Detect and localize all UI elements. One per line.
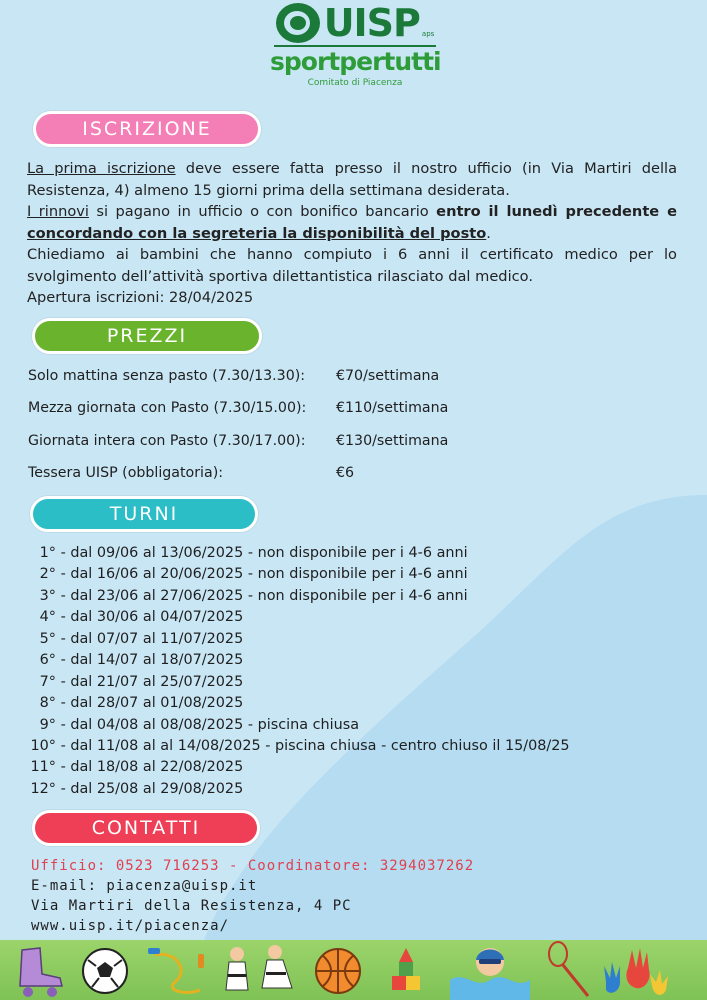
roller-skate-icon [20,948,62,997]
section-iscrizione-heading: ISCRIZIONE [33,111,261,147]
logo-committee: Comitato di Piacenza [307,78,403,88]
karate-kids-icon [226,945,292,990]
contact-email-line: E-mail: piacenza@uisp.it [31,878,258,894]
section-contatti-heading: CONTATTI [32,810,260,846]
list-item [28,564,668,585]
turno-number: 9° [39,716,56,733]
turno-text: - dal 18/08 al 22/08/2025 [56,759,244,776]
apertura-iscrizioni: Apertura iscrizioni: 28/04/2025 [27,289,254,306]
iscrizione-p2-text: si pagano in ufficio o con bonifico bancario [88,203,437,220]
contact-info [31,856,591,936]
turno-number: 5° [39,630,56,647]
list-item [28,693,668,714]
contact-website-line: www.uisp.it/piacenza/ [31,918,230,934]
turno-text: - dal 30/06 al 04/07/2025 [56,609,244,626]
list-item [28,779,668,800]
price-row [28,463,628,495]
turno-number: 7° [39,673,56,690]
list-item [28,607,668,628]
iscrizione-p2-end: . [486,224,491,242]
logo-aps: aps [421,30,435,38]
uisp-logo-mark [276,3,320,43]
turno-number: 6° [39,652,56,669]
price-label: Giornata intera con Pasto (7.30/17.00): [28,432,306,449]
price-value: €6 [336,464,355,481]
swimmer-icon [450,948,530,1000]
rinnovi-link: I rinnovi [27,203,89,220]
painted-hands-icon [604,948,668,995]
logo-brand: UISP [323,1,420,45]
iscrizione-paragraph-1 [27,158,677,201]
contact-phone-line: Ufficio: 0523 716253 - Coordinatore: 3294037262 [31,858,475,874]
section-turni-heading: TURNI [30,496,258,532]
list-item [28,736,668,757]
toy-blocks-icon [392,948,420,990]
turno-number: 1° [39,545,56,561]
turno-text: - dal 09/06 al 13/06/2025 - non disponibile per i 4-6 anni [56,545,468,561]
iscrizione-p1-text: deve essere fatta presso il nostro ufficio (in Via Martiri della Resistenza, 4) almeno 15 giorni prima della settimana desiderata. [27,160,678,199]
turno-text: - dal 28/07 al 01/08/2025 [56,695,244,712]
turno-text: - dal 11/08 al al 14/08/2025 - piscina chiusa - centro chiuso il 15/08/25 [56,737,570,754]
turno-text: - dal 07/07 al 11/07/2025 [56,630,244,647]
turno-number: 11° [30,759,56,776]
turno-number: 12° [30,780,56,797]
logo-tagline: sportpertutti [270,47,441,76]
turni-list [28,543,668,800]
price-row [28,398,628,430]
badminton-racket-icon [549,942,588,996]
turno-number: 3° [39,587,56,604]
list-item [28,586,668,607]
turno-text: - dal 04/08 al 08/08/2025 - piscina chiusa [56,716,360,733]
turno-text: - dal 16/06 al 20/06/2025 - non disponibile per i 4-6 anni [56,566,468,583]
jump-rope-icon [148,948,204,992]
contact-address-line: Via Martiri della Resistenza, 4 PC [31,898,352,914]
list-item [28,543,668,564]
soccer-ball-icon [83,949,127,993]
footer-icons [0,940,707,1000]
iscrizione-paragraph-2 [27,201,677,244]
iscrizione-p2-bold-underlined: concordando con la segreteria la disponibilità del posto [27,224,487,242]
list-item [28,650,668,671]
list-item [28,757,668,778]
price-label: Mezza giornata con Pasto (7.30/15.00): [28,400,307,417]
price-row [28,366,628,398]
price-value: €110/settimana [336,400,449,417]
price-label: Tessera UISP (obbligatoria): [28,464,224,481]
turno-number: 10° [30,737,56,754]
turno-number: 4° [39,609,56,626]
list-item [28,715,668,736]
turno-text: - dal 14/07 al 18/07/2025 [56,652,244,669]
price-value: €130/settimana [336,432,449,449]
basketball-icon [316,949,360,993]
uisp-logo [270,2,440,96]
turno-text: - dal 25/08 al 29/08/2025 [56,780,244,797]
iscrizione-text [27,158,677,309]
list-item [28,629,668,650]
price-row [28,431,628,463]
turno-number: 8° [39,695,56,712]
section-prezzi-heading: PREZZI [32,318,262,354]
list-item [28,672,668,693]
price-list [28,366,628,495]
turno-text: - dal 23/06 al 27/06/2025 - non disponibile per i 4-6 anni [56,587,468,604]
price-label: Solo mattina senza pasto (7.30/13.30): [28,368,306,384]
iscrizione-paragraph-3: Chiediamo ai bambini che hanno compiuto i 6 anni il certificato medico per lo svolgimento dell’attività sportiva dilettantistica rilasciato dal medico. [27,246,677,285]
prima-iscrizione-link: La prima iscrizione [27,160,176,177]
turno-text: - dal 21/07 al 25/07/2025 [56,673,244,690]
iscrizione-p2-bold: entro il lunedì precedente e [436,203,677,220]
turno-number: 2° [39,566,56,583]
price-value: €70/settimana [336,368,440,384]
